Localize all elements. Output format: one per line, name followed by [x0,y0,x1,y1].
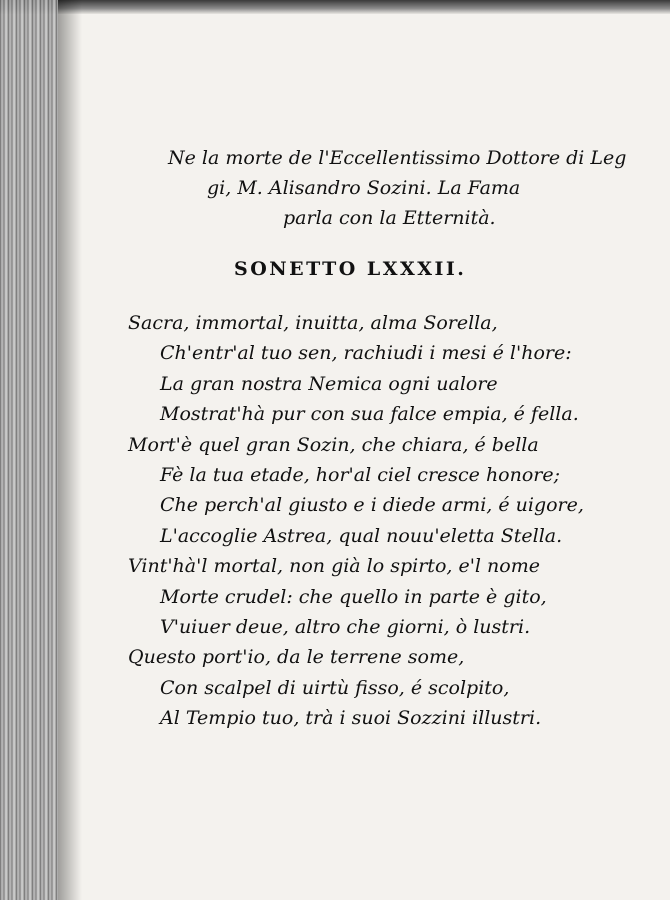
poem-line-5: Mort'è quel gran Sozin, che chiara, é bella [128,433,539,456]
poem-line-9: Vint'hà'l mortal, non già lo spirto, e'l nome [128,555,540,578]
poem-line-8: L'accoglie Astrea, qual nouu'eletta Stella. [160,524,563,547]
sonnet-title: SONETTO LXXXII. [234,258,467,280]
poem-line-14: Al Tempio tuo, trà i suoi Sozzini illustri. [160,707,542,730]
page-top-edge [0,0,670,14]
poem-line-2: Ch'entr'al tuo sen, rachiudi i mesi é l'hore: [160,342,572,365]
poem-line-4: Mostrat'hà pur con sua falce empia, é fella. [160,403,579,426]
heading-line-3: parla con la Etternità. [283,207,496,229]
book-spine-edge [0,0,58,900]
poem-line-10: Morte crudel: che quello in parte è gito, [160,585,547,608]
sonnet-body [128,308,598,734]
heading-line-2: gi, M. Alisandro Sozini. La Fama [207,177,521,199]
poem-line-7: Che perch'al giusto e i diede armi, é uigore, [160,494,584,517]
poem-line-13: Con scalpel di uirtù fisso, é scolpito, [160,676,510,699]
sonnet-heading [150,143,627,233]
poem-line-3: La gran nostra Nemica ogni ualore [160,372,498,395]
poem-line-12: Questo port'io, da le terrene some, [128,646,465,669]
poem-line-11: V'uiuer deue, altro che giorni, ò lustri. [160,616,531,639]
heading-line-1: Ne la morte de l'Eccellentissimo Dottore di Leg [168,147,627,169]
poem-line-6: Fè la tua etade, hor'al ciel cresce honore; [160,464,561,487]
gutter-shadow [58,0,82,900]
poem-line-1: Sacra, immortal, inuitta, alma Sorella, [128,312,498,334]
